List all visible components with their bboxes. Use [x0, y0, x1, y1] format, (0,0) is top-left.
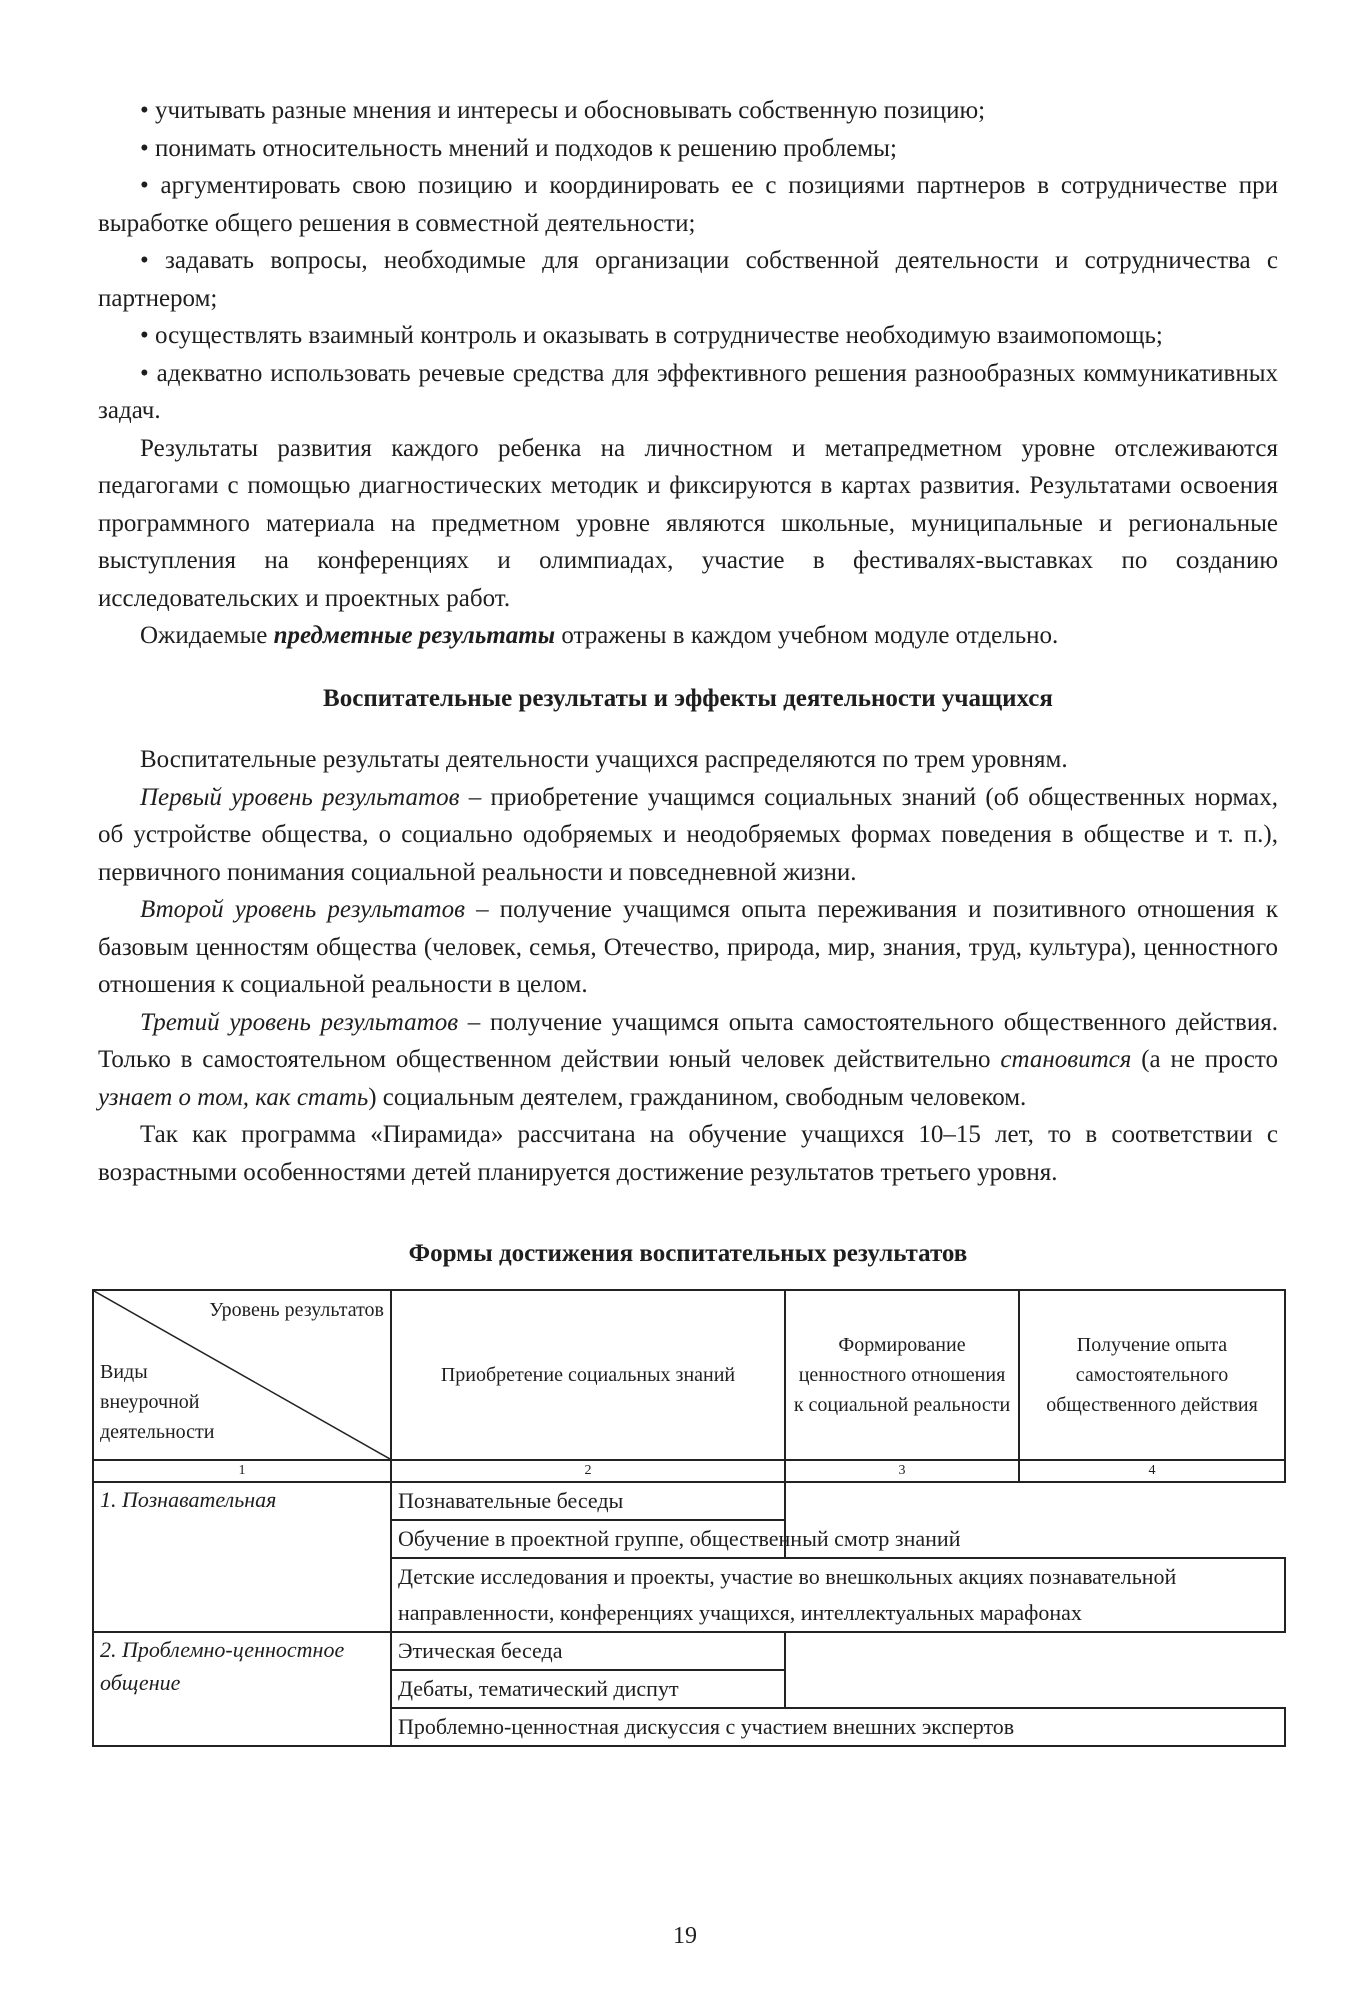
- bullet-item: • аргументировать свою позицию и координировать ее с позициями партнеров в сотрудничестве при выработке общего решения в совместной деятельности;: [98, 172, 1278, 237]
- column-header-values: Формирование ценностного отношения к социальной реальности: [785, 1290, 1019, 1460]
- form-cell: Познавательные беседы: [391, 1482, 785, 1520]
- table-title: Формы достижения воспитательных результатов: [408, 1240, 968, 1267]
- bullet-item: • осуществлять взаимный контроль и оказывать в сотрудничестве необходимую взаимопомощь;: [140, 322, 1163, 349]
- section-heading: Воспитательные результаты и эффекты деятельности учащихся: [323, 684, 1053, 712]
- expected-results-paragraph: Ожидаемые предметные результаты отражены в каждом учебном модуле отдельно.: [140, 622, 1059, 649]
- level-3-term: Третий уровень результатов: [140, 1008, 459, 1036]
- activity-type-cognitive: 1. Познавательная: [93, 1482, 391, 1632]
- results-paragraph: Результаты развития каждого ребенка на личностном и метапредметном уровне отслеживаются педагогами с помощью диагностических методик и фиксируются в картах развития. Результатами освоения программного материала на предметном уровне являются школьные, муниципальные и региональные выступления на конференциях и олимпиадах, участие в фестивалях-выставках по созданию исследовательских и проектных работ.: [98, 434, 1278, 612]
- column-number-row: [93, 1460, 1285, 1482]
- column-header-experience: Получение опыта самостоятельного общественного действия: [1019, 1290, 1285, 1460]
- form-cell: Этическая беседа: [391, 1632, 785, 1670]
- table-row: [93, 1632, 1285, 1670]
- table-header-row: [93, 1290, 1285, 1460]
- subject-results-term: предметные результаты: [273, 622, 556, 649]
- level-1-term: Первый уровень результатов: [140, 783, 460, 811]
- form-cell: Обучение в проектной группе, общественный смотр знаний: [391, 1520, 1019, 1558]
- column-number: 2: [391, 1460, 785, 1482]
- table-row: [93, 1482, 1285, 1520]
- bullet-item: • понимать относительность мнений и подходов к решению проблемы;: [140, 134, 897, 162]
- level-2-term: Второй уровень результатов: [140, 896, 465, 923]
- activity-type-problem-value: 2. Проблемно-ценностное общение: [93, 1632, 391, 1746]
- column-number: 3: [785, 1460, 1019, 1482]
- corner-label-activity: Виды внеурочной деятельности: [100, 1360, 215, 1443]
- page-number: 19: [673, 1923, 697, 1949]
- form-cell: Проблемно-ценностная дискуссия с участием внешних экспертов: [391, 1708, 1285, 1746]
- level-3-paragraph: Третий уровень результатов – получение учащимся опыта самостоятельного общественного действия. Только в самостоятельном общественном действии юный человек действительно становится (а не просто узнает о том, как стать) социальным деятелем, гражданином, свободным человеком.: [98, 1008, 1278, 1111]
- column-number: 4: [1019, 1460, 1285, 1482]
- column-header-knowledge: Приобретение социальных знаний: [391, 1290, 785, 1460]
- bullet-item: • учитывать разные мнения и интересы и обосновывать собственную позицию;: [140, 97, 986, 124]
- column-number: 1: [93, 1460, 391, 1482]
- bullet-item: • задавать вопросы, необходимые для организации собственной деятельности и сотрудничества с партнером;: [98, 247, 1278, 312]
- program-paragraph: Так как программа «Пирамида» рассчитана на обучение учащихся 10–15 лет, то в соответствии с возрастными особенностями детей планируется достижение результатов третьего уровня.: [98, 1121, 1278, 1186]
- form-cell: Дебаты, тематический диспут: [391, 1670, 1019, 1708]
- page-content: [98, 92, 1278, 1747]
- corner-label-level: Уровень результатов: [209, 1298, 384, 1321]
- level-1-paragraph: Первый уровень результатов – приобретение учащимся социальных знаний (об общественных нормах, об устройстве общества, о социально одобряемых и неодобряемых формах поведения в обществе и т. п.), первичного понимания социальной реальности и повседневной жизни.: [98, 783, 1278, 886]
- bullet-item: • адекватно использовать речевые средства для эффективного решения разнообразных коммуникативных задач.: [98, 359, 1278, 424]
- results-forms-table: [92, 1289, 1286, 1747]
- table-corner-cell: [93, 1290, 391, 1460]
- form-cell: Детские исследования и проекты, участие во внешкольных акциях познавательной направленности, конференциях учащихся, интеллектуальных марафонах: [391, 1558, 1285, 1632]
- levels-intro: Воспитательные результаты деятельности учащихся распределяются по трем уровням.: [140, 746, 1068, 773]
- level-2-paragraph: Второй уровень результатов – получение учащимся опыта переживания и позитивного отношения к базовым ценностям общества (человек, семья, Отечество, природа, мир, знания, труд, культура), ценностного отношения к социальной реальности в целом.: [98, 896, 1279, 998]
